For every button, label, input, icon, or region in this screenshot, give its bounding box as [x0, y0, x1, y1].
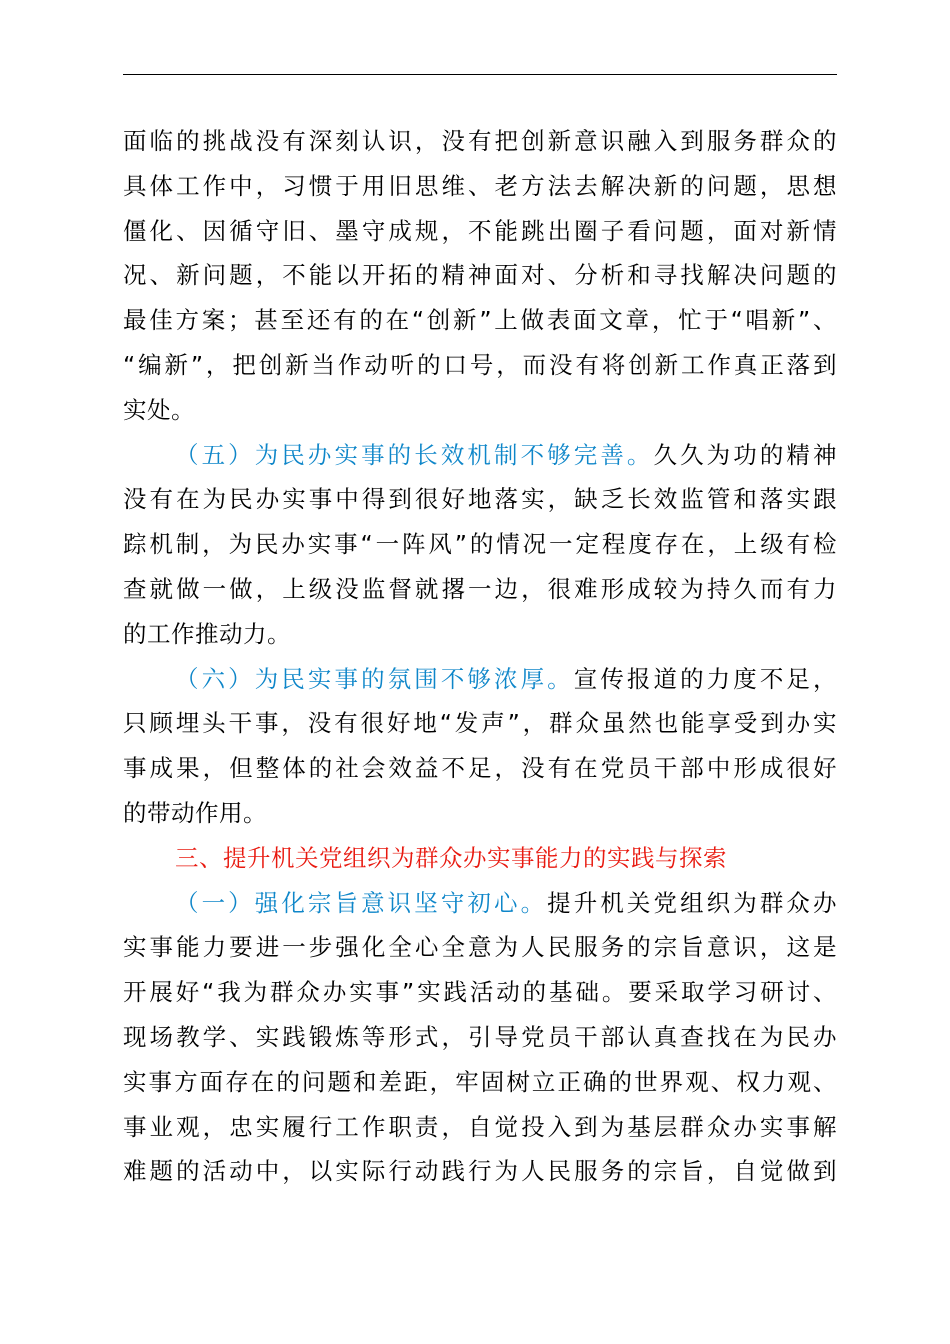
- header-rule: [123, 74, 837, 75]
- paragraph-line: 开展好“我为群众办实事”实践活动的基础。要采取学习研讨、: [123, 978, 837, 1007]
- paragraph-line: 查就做一做，上级没监督就撂一边，很难形成较为持久而有力: [123, 574, 837, 603]
- paragraph-first-line: [123, 657, 837, 702]
- paragraph-line: 的带动作用。: [123, 798, 267, 827]
- paragraph-line: 面临的挑战没有深刻认识，没有把创新意识融入到服务群众的: [123, 127, 837, 155]
- paragraph-line: 实事方面存在的问题和差距，牢固树立正确的世界观、权力观、: [123, 1067, 837, 1096]
- paragraph-line: 没有在为民办实事中得到很好地落实，缺乏长效监管和落实跟: [123, 485, 837, 514]
- subheading-five: （五）为民办实事的长效机制不够完善。: [175, 440, 654, 469]
- paragraph-text: 久久为功的精神: [653, 440, 837, 469]
- paragraph-line: 事成果，但整体的社会效益不足，没有在党员干部中形成很好: [123, 754, 837, 783]
- section-title: 三、提升机关党组织为群众办实事能力的实践与探索: [175, 843, 727, 872]
- paragraph-line: 现场教学、实践锻炼等形式，引导党员干部认真查找在为民办: [123, 1022, 837, 1051]
- paragraph-text: 提升机关党组织为群众办: [547, 888, 837, 917]
- document-body: [123, 119, 837, 1194]
- paragraph-line: 实处。: [123, 395, 195, 424]
- paragraph-line: 只顾埋头干事，没有很好地“发声”，群众虽然也能享受到办实: [123, 709, 837, 738]
- paragraph-line: 事业观，忠实履行工作职责，自觉投入到为基层群众办实事解: [123, 1112, 837, 1141]
- paragraph-line: 实事能力要进一步强化全心全意为人民服务的宗旨意识，这是: [123, 933, 837, 962]
- subheading-one: （一）强化宗旨意识坚守初心。: [175, 888, 548, 917]
- paragraph-line: 的工作推动力。: [123, 619, 291, 648]
- paragraph-line: 况、新问题，不能以开拓的精神面对、分析和寻找解决问题的: [123, 261, 837, 290]
- paragraph-line: 难题的活动中，以实际行动践行为人民服务的宗旨，自觉做到: [123, 1157, 837, 1186]
- paragraph-line: 最佳方案；甚至还有的在“创新”上做表面文章，忙于“唱新”、: [123, 306, 837, 335]
- paragraph-line: “编新”，把创新当作动听的口号，而没有将创新工作真正落到: [123, 350, 837, 379]
- paragraph-line: 踪机制，为民办实事“一阵风”的情况一定程度存在，上级有检: [123, 530, 837, 559]
- paragraph-first-line: [123, 881, 837, 926]
- paragraph-line: 僵化、因循守旧、墨守成规，不能跳出圈子看问题，面对新情: [123, 216, 837, 245]
- paragraph-text: 宣传报道的力度不足，: [573, 664, 837, 693]
- subheading-six: （六）为民实事的氛围不够浓厚。: [175, 664, 574, 693]
- paragraph-line: 具体工作中，习惯于用旧思维、老方法去解决新的问题，思想: [123, 171, 837, 200]
- paragraph-first-line: [123, 433, 837, 478]
